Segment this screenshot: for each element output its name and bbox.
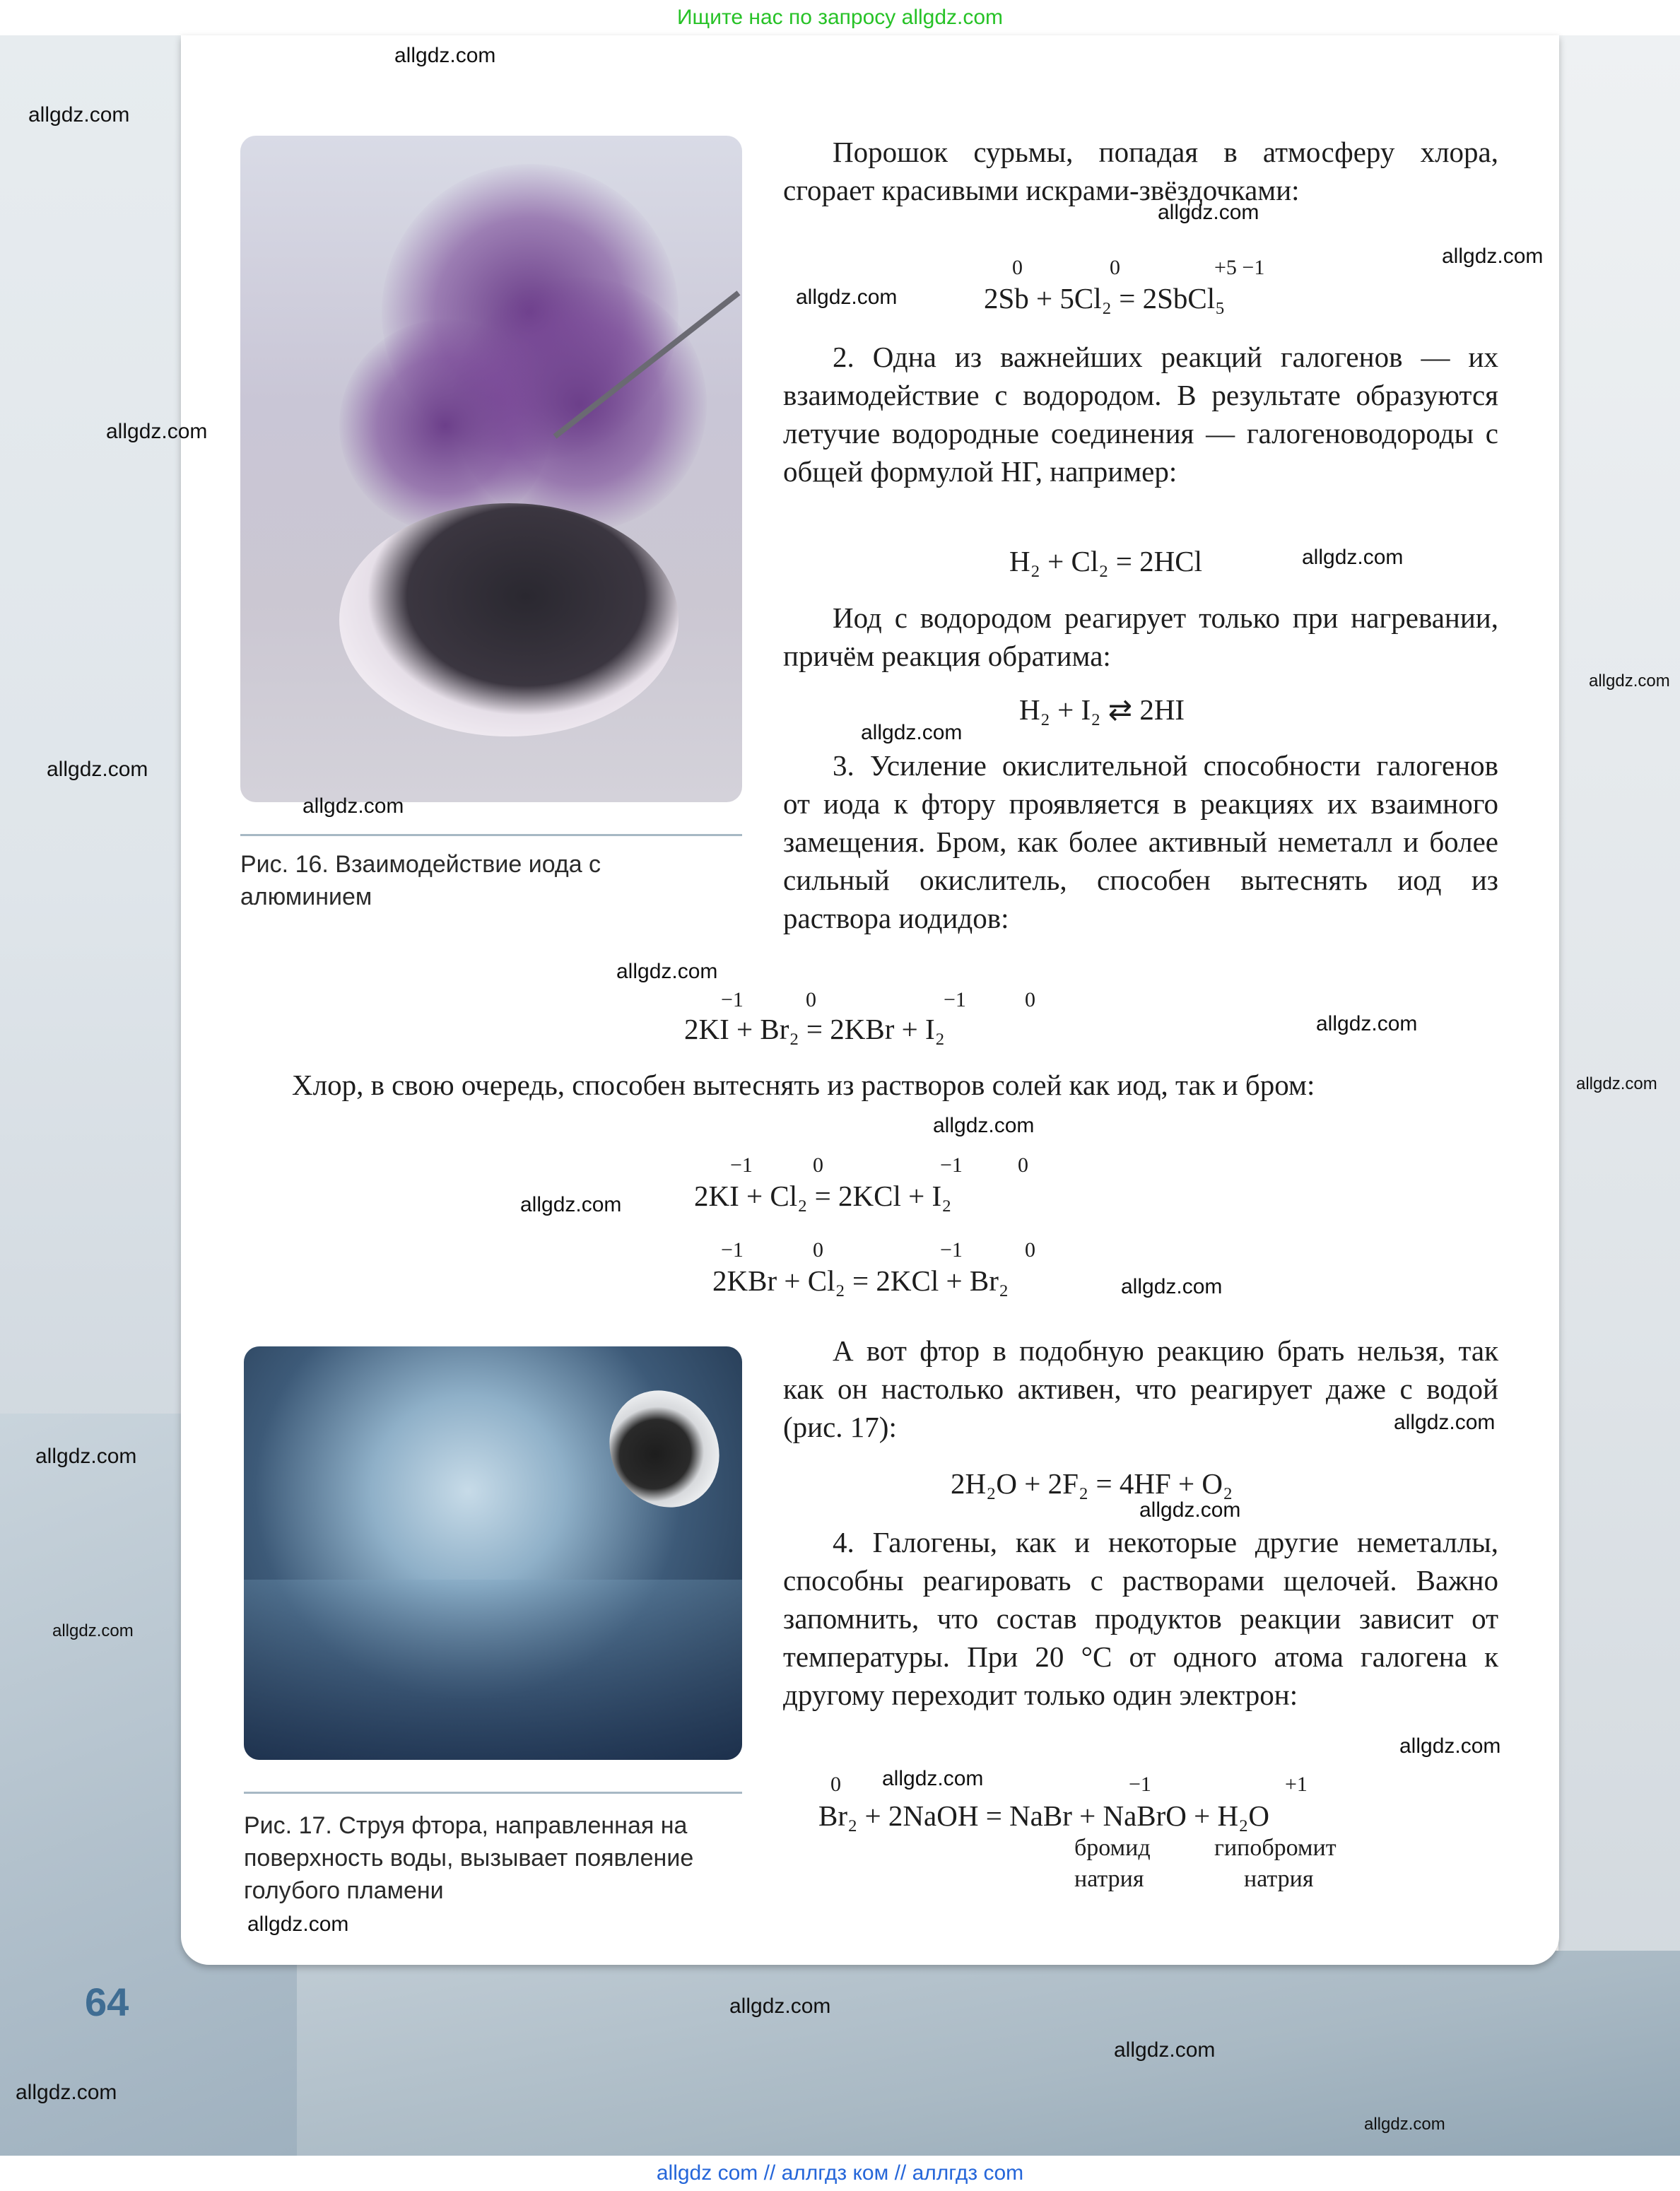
ox-state: 0: [1110, 256, 1120, 279]
figure-17-caption: Рис. 17. Струя фтора, направленная на поверхность воды, вызывает появление голубого пламени: [244, 1812, 694, 1904]
paragraph-chlorine: Хлор, в свою очередь, способен вытеснять из растворов солей как иод, так и бром:: [292, 1069, 1315, 1101]
equation-kbr-cl: 2KBr + Cl₂ = 2KCl + Br₂: [712, 1264, 1009, 1297]
bottom-banner[interactable]: allgdz com // аллгдз ком // аллгдз com: [0, 2156, 1680, 2191]
watermark: allgdz.com: [1114, 2038, 1216, 2062]
paragraph-alkali: 4. Галогены, как и некоторые другие неметаллы, способны реагировать с растворами щелочей. Важно запомнить, что состав продуктов реакции зависит от температуры. При 20 °С от одного атома галогена к другому переходит только один электрон:: [783, 1526, 1498, 1711]
watermark: allgdz.com: [1589, 671, 1670, 691]
paragraph-substitution: 3. Усиление окислительной способности галогенов от иода к фтору проявляется в реакциях их взаимного замещения. Бром, как более активный неметалл и более сильный окислитель, способен вытеснять иод из раствора иодидов:: [783, 749, 1498, 934]
watermark: allgdz.com: [47, 758, 148, 781]
watermark: allgdz.com: [35, 1445, 137, 1468]
paragraph-iodine-hydrogen: Иод с водородом реагирует только при нагревании, причём реакция обратима:: [783, 601, 1498, 672]
ox-state: −1: [721, 988, 744, 1011]
ox-state: −1: [1129, 1773, 1151, 1796]
watermark: allgdz.com: [106, 420, 208, 443]
watermark: allgdz.com: [1316, 1012, 1418, 1035]
caption-divider: [240, 834, 742, 836]
watermark: allgdz.com: [882, 1767, 984, 1790]
ox-state: +5 −1: [1214, 256, 1265, 279]
label-sodium: натрия: [1244, 1866, 1314, 1892]
ox-state: +1: [1285, 1773, 1308, 1796]
ox-state: −1: [944, 988, 966, 1011]
watermark: allgdz.com: [1394, 1411, 1496, 1434]
watermark: allgdz.com: [28, 103, 130, 127]
paragraph-antimony: Порошок сурьмы, попадая в атмосферу хлора, сгорает красивыми искрами-звёздочками:: [783, 136, 1498, 206]
ox-state: 0: [806, 988, 816, 1011]
ox-state: 0: [1018, 1153, 1028, 1177]
violet-smoke: [339, 319, 551, 531]
gas-tube: [589, 1370, 741, 1527]
photo-fluorine-water: [244, 1346, 742, 1760]
watermark: allgdz.com: [1302, 546, 1404, 569]
watermark: allgdz.com: [1121, 1275, 1223, 1298]
photo-iodine-aluminium: [240, 136, 742, 802]
equation-water-fluorine: 2H₂O + 2F₂ = 4HF + O₂: [951, 1467, 1233, 1500]
watermark: allgdz.com: [52, 1621, 134, 1640]
ox-state: 0: [1012, 256, 1023, 279]
ox-state: 0: [830, 1773, 841, 1796]
ox-state: 0: [813, 1238, 823, 1262]
paragraph-fluorine: А вот фтор в подобную реакцию брать нельзя, так как он настолько активен, что реагирует даже с водой (рис. 17):: [783, 1334, 1498, 1443]
ox-state: 0: [813, 1153, 823, 1177]
watermark: allgdz.com: [933, 1114, 1035, 1137]
ox-state: −1: [730, 1153, 753, 1177]
watermark: allgdz.com: [520, 1193, 622, 1216]
ox-state: −1: [940, 1153, 963, 1177]
porcelain-bowl: [339, 503, 679, 736]
watermark: allgdz.com: [729, 1995, 831, 2018]
caption-divider: [244, 1792, 742, 1794]
watermark: allgdz.com: [616, 960, 718, 983]
watermark: allgdz.com: [1364, 2115, 1445, 2134]
watermark: allgdz.com: [1158, 201, 1259, 224]
label-sodium: натрия: [1074, 1866, 1144, 1892]
watermark: allgdz.com: [1442, 245, 1544, 268]
watermark: allgdz.com: [394, 44, 496, 67]
watermark: allgdz.com: [1139, 1498, 1241, 1522]
watermark: allgdz.com: [861, 721, 963, 744]
watermark: allgdz.com: [796, 286, 898, 309]
equation-sb-cl: 2Sb + 5Cl₂ = 2SbCl₅: [984, 282, 1226, 315]
page-number: 64: [85, 1980, 129, 2024]
label-bromide: бромид: [1074, 1835, 1151, 1861]
watermark: allgdz.com: [1576, 1074, 1657, 1093]
ox-state: 0: [1025, 1238, 1035, 1262]
equation-br-naoh: Br₂ + 2NaOH = NaBr + NaBrO + H₂O: [818, 1799, 1270, 1832]
top-banner[interactable]: Ищите нас по запросу allgdz.com: [0, 0, 1680, 35]
watermark: allgdz.com: [16, 2081, 117, 2104]
paragraph-hydrogen: 2. Одна из важнейших реакций галогенов — их взаимодействие с водородом. В результате образуются летучие водородные соединения — галогеноводороды с общей формулой НГ, например:: [783, 341, 1498, 488]
label-hypobromite: гипобромит: [1214, 1835, 1337, 1861]
background-right: [1558, 35, 1680, 2177]
equation-h-cl: H₂ + Cl₂ = 2HCl: [1009, 545, 1203, 577]
watermark: allgdz.com: [1399, 1734, 1501, 1758]
ox-state: −1: [940, 1238, 963, 1262]
watermark: allgdz.com: [302, 794, 404, 818]
water-surface: [244, 1580, 742, 1760]
equation-ki-br: 2KI + Br₂ = 2KBr + I₂: [684, 1013, 945, 1045]
figure-16-caption: Рис. 16. Взаимодействие иода с алюминием: [240, 851, 601, 910]
ox-state: −1: [721, 1238, 744, 1262]
equation-h-i: H₂ + I₂ ⇄ 2HI: [1019, 693, 1185, 726]
equation-ki-cl: 2KI + Cl₂ = 2KCl + I₂: [694, 1180, 952, 1212]
ox-state: 0: [1025, 988, 1035, 1011]
watermark: allgdz.com: [247, 1913, 349, 1936]
